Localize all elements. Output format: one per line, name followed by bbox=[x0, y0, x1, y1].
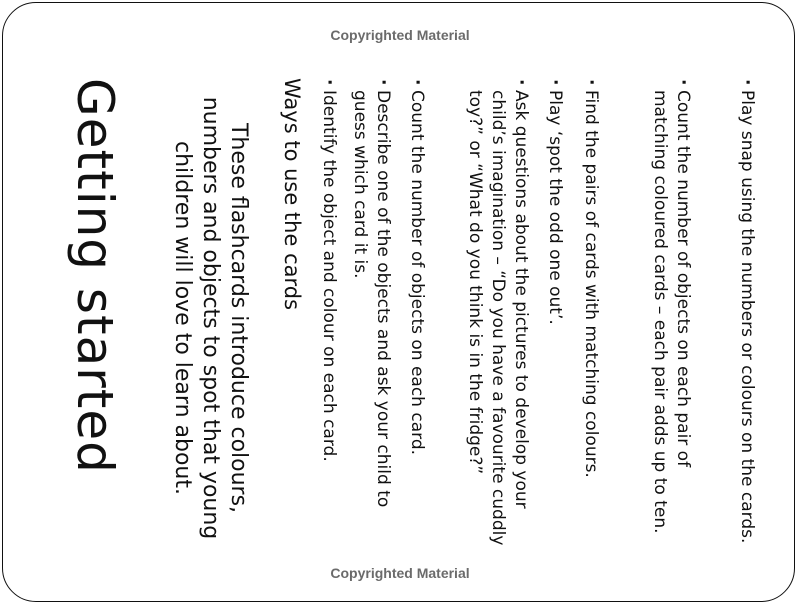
list-item: · Count the number of objects on each pair of matching coloured cards – each pair adds up to ten. bbox=[648, 78, 694, 548]
list-item: · Ask questions about the pictures to develop your child’s imagination – “Do you have a favourite cuddly toy?” or “What do you think is in the fridge?” bbox=[463, 78, 532, 548]
copyright-watermark-top: Copyrighted Material bbox=[330, 27, 470, 43]
ways-heading: Ways to use the cards bbox=[280, 78, 304, 311]
page-title: Getting started bbox=[66, 78, 124, 474]
intro-paragraph: These flashcards introduce colours, numbers and objects to spot that young children will love to learn about. bbox=[170, 96, 251, 540]
list-item: · Play ‘spot the odd one out’. bbox=[543, 78, 566, 548]
rotated-card-content bbox=[40, 78, 780, 548]
list-item: · Count the number of objects on each card. bbox=[405, 78, 428, 548]
list-item: · Identify the object and colour on each card. bbox=[317, 78, 340, 548]
list-item: · Describe one of the objects and ask your child to guess which card it is. bbox=[348, 78, 394, 548]
list-item: · Play snap using the numbers or colours on the cards. bbox=[735, 78, 758, 548]
list-item: · Find the pairs of cards with matching colours. bbox=[579, 78, 602, 548]
ways-list bbox=[310, 78, 780, 548]
copyright-watermark-bottom: Copyrighted Material bbox=[330, 565, 470, 581]
